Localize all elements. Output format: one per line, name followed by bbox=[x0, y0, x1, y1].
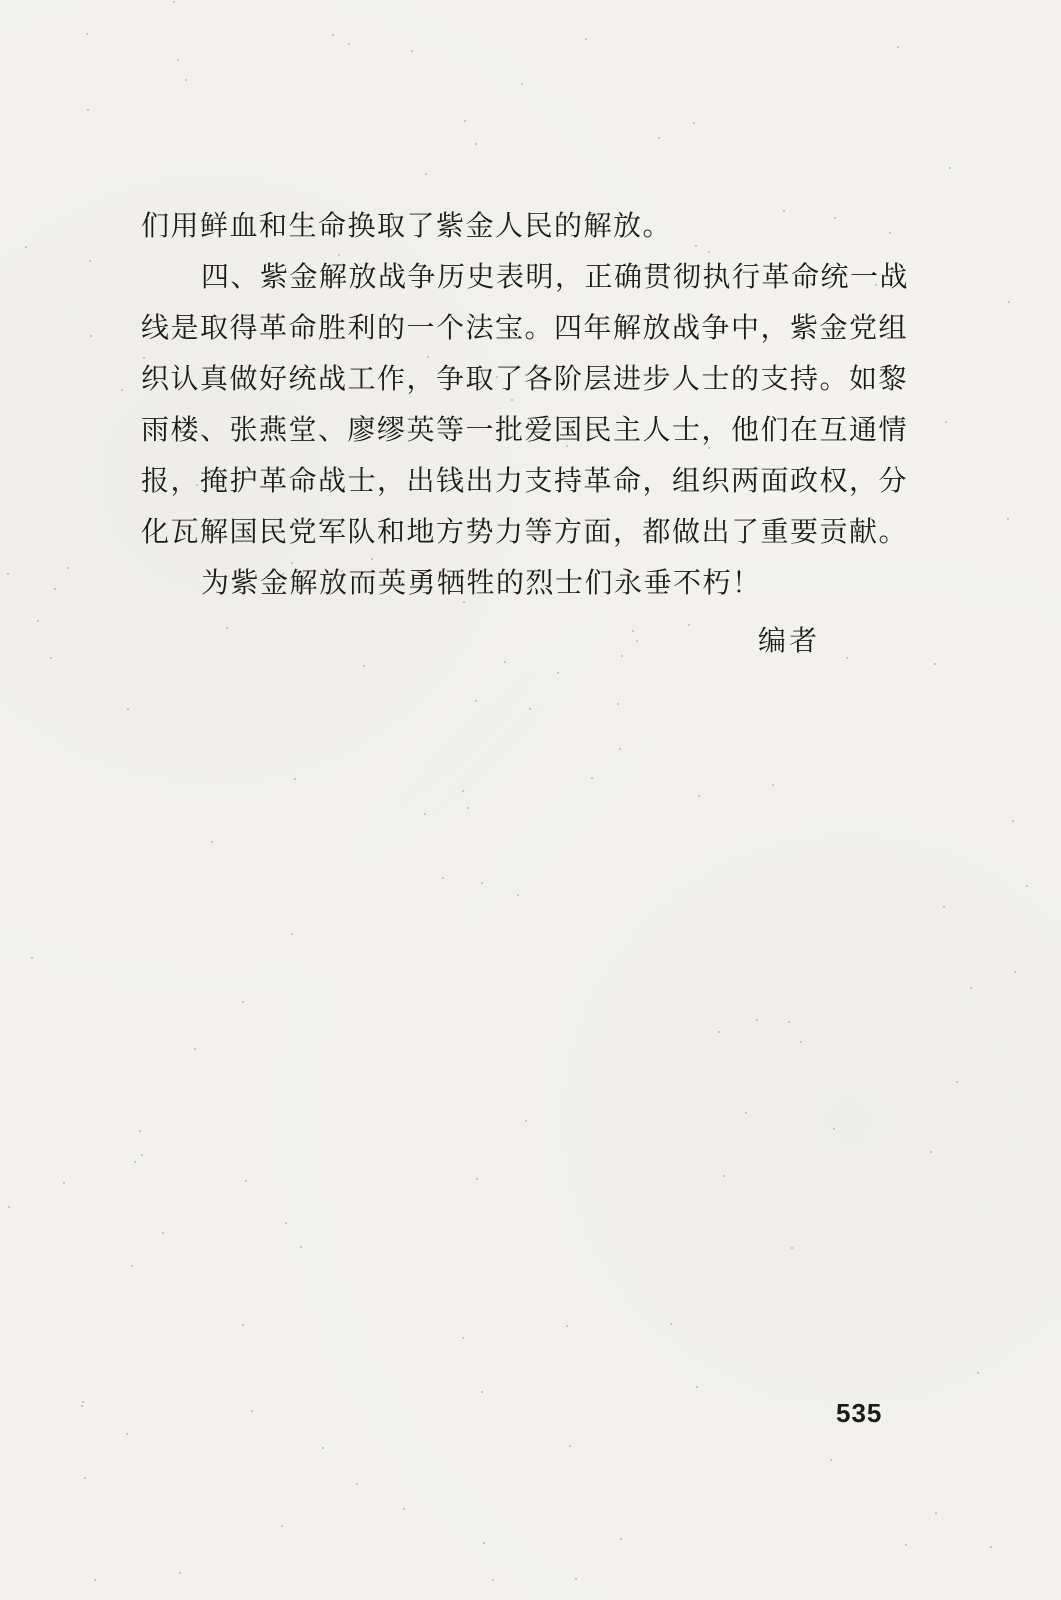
speck bbox=[620, 1538, 622, 1540]
speck bbox=[131, 1265, 133, 1267]
speck bbox=[475, 143, 477, 145]
speck bbox=[830, 1459, 832, 1461]
speck bbox=[621, 655, 623, 657]
speck bbox=[211, 841, 213, 843]
speck bbox=[529, 708, 531, 710]
speck bbox=[557, 672, 559, 674]
speck bbox=[481, 1391, 483, 1393]
speck bbox=[1007, 518, 1009, 520]
speck bbox=[84, 1477, 86, 1479]
speck bbox=[977, 1372, 979, 1374]
speck bbox=[1026, 885, 1028, 887]
speck bbox=[756, 1019, 758, 1021]
speck bbox=[688, 624, 690, 626]
speck bbox=[67, 567, 69, 569]
text-line: 线是取得革命胜利的一个法宝。四年解放战争中，紫金党组 bbox=[141, 311, 909, 344]
speck bbox=[300, 1246, 302, 1248]
speck bbox=[1014, 971, 1016, 973]
speck bbox=[935, 1512, 937, 1514]
speck bbox=[723, 1175, 725, 1177]
speck bbox=[87, 109, 89, 111]
speck bbox=[86, 33, 88, 35]
speck bbox=[949, 167, 951, 169]
speck bbox=[930, 1151, 932, 1153]
speck bbox=[525, 1120, 527, 1122]
speck bbox=[442, 877, 444, 879]
speck bbox=[492, 1579, 494, 1581]
speck bbox=[569, 1445, 571, 1447]
speck bbox=[226, 627, 228, 629]
speck bbox=[788, 1021, 790, 1023]
speck bbox=[1012, 820, 1014, 822]
speck bbox=[945, 421, 947, 423]
speck bbox=[50, 657, 52, 659]
text-line: 雨楼、张燕堂、廖缪英等一批爱国民主人士，他们在互通情 bbox=[141, 413, 909, 446]
speck bbox=[411, 50, 413, 52]
speck bbox=[242, 1324, 244, 1326]
speck bbox=[322, 1447, 324, 1449]
speck bbox=[575, 1578, 577, 1580]
speck bbox=[693, 122, 695, 124]
speck bbox=[179, 1572, 181, 1574]
speck bbox=[791, 1247, 793, 1249]
speck bbox=[566, 1325, 568, 1327]
body-text bbox=[141, 200, 941, 608]
speck bbox=[833, 1128, 835, 1130]
speck bbox=[670, 1323, 672, 1325]
speck bbox=[194, 1048, 196, 1050]
speck bbox=[139, 1130, 141, 1132]
speck bbox=[800, 1041, 802, 1043]
speck bbox=[481, 882, 483, 884]
speck bbox=[82, 1401, 84, 1403]
speck bbox=[89, 260, 91, 262]
speck bbox=[585, 38, 587, 40]
text-line: 为紫金解放而英勇牺牲的烈士们永垂不朽！ bbox=[201, 566, 762, 599]
speck bbox=[1008, 301, 1010, 303]
speck bbox=[242, 1001, 244, 1003]
speck bbox=[897, 46, 899, 48]
speck bbox=[25, 246, 27, 248]
speck bbox=[294, 778, 296, 780]
speck bbox=[464, 120, 466, 122]
speck bbox=[521, 83, 523, 85]
speck bbox=[483, 1542, 485, 1544]
page-number: 535 bbox=[836, 1398, 883, 1428]
speck bbox=[425, 173, 427, 175]
speck bbox=[504, 661, 506, 663]
speck bbox=[619, 748, 621, 750]
speck bbox=[591, 777, 593, 779]
speck bbox=[424, 813, 426, 815]
speck bbox=[173, 1, 175, 3]
speck bbox=[291, 933, 293, 935]
speck bbox=[462, 790, 464, 792]
speck bbox=[7, 573, 9, 575]
speck bbox=[517, 894, 519, 896]
speck bbox=[63, 1182, 65, 1184]
speck bbox=[332, 34, 334, 36]
speck bbox=[772, 784, 774, 786]
text-line: 们用鲜血和生命换取了紫金人民的解放。 bbox=[141, 209, 673, 242]
speck bbox=[905, 1544, 907, 1546]
speck bbox=[467, 807, 469, 809]
speck bbox=[54, 588, 56, 590]
speck bbox=[127, 708, 129, 710]
speck bbox=[285, 1222, 287, 1224]
speck bbox=[81, 1405, 83, 1407]
editor-signature: 编者 bbox=[758, 624, 821, 657]
speck bbox=[251, 1410, 253, 1412]
speck bbox=[403, 1508, 405, 1510]
speck bbox=[185, 79, 187, 81]
speck bbox=[126, 1433, 128, 1435]
speck bbox=[617, 703, 619, 705]
speck bbox=[348, 43, 350, 45]
speck bbox=[934, 663, 936, 665]
speck bbox=[698, 795, 700, 797]
speck bbox=[37, 620, 39, 622]
speck bbox=[956, 1081, 958, 1083]
speck bbox=[363, 665, 365, 667]
speck bbox=[134, 1161, 136, 1163]
speck bbox=[462, 1337, 464, 1339]
speck bbox=[990, 1546, 992, 1548]
speck bbox=[121, 389, 123, 391]
speck bbox=[476, 1178, 478, 1180]
speck bbox=[696, 1386, 698, 1388]
text-line: 四、紫金解放战争历史表明，正确贯彻执行革命统一战 bbox=[201, 260, 910, 293]
text-line: 报，掩护革命战士，出钱出力支持革命，组织两面政权，分 bbox=[141, 464, 909, 497]
speck bbox=[90, 335, 92, 337]
speck bbox=[943, 906, 945, 908]
speck bbox=[177, 59, 179, 61]
speck bbox=[245, 1180, 247, 1182]
speck bbox=[636, 640, 638, 642]
speck bbox=[356, 1483, 358, 1485]
speck bbox=[281, 1525, 283, 1527]
speck bbox=[475, 700, 477, 702]
speck bbox=[632, 630, 634, 632]
speck bbox=[162, 1232, 164, 1234]
speck bbox=[718, 1031, 720, 1033]
text-line: 化瓦解国民党军队和地方势力等方面，都做出了重要贡献。 bbox=[141, 515, 909, 548]
speck bbox=[745, 1112, 747, 1114]
speck bbox=[141, 1154, 143, 1156]
text-line: 织认真做好统战工作，争取了各阶层进步人士的支持。如黎 bbox=[141, 362, 909, 395]
speck bbox=[94, 1579, 96, 1581]
speck bbox=[8, 1206, 10, 1208]
speck bbox=[658, 137, 660, 139]
speck bbox=[846, 657, 848, 659]
speck bbox=[31, 957, 33, 959]
speck bbox=[970, 987, 972, 989]
